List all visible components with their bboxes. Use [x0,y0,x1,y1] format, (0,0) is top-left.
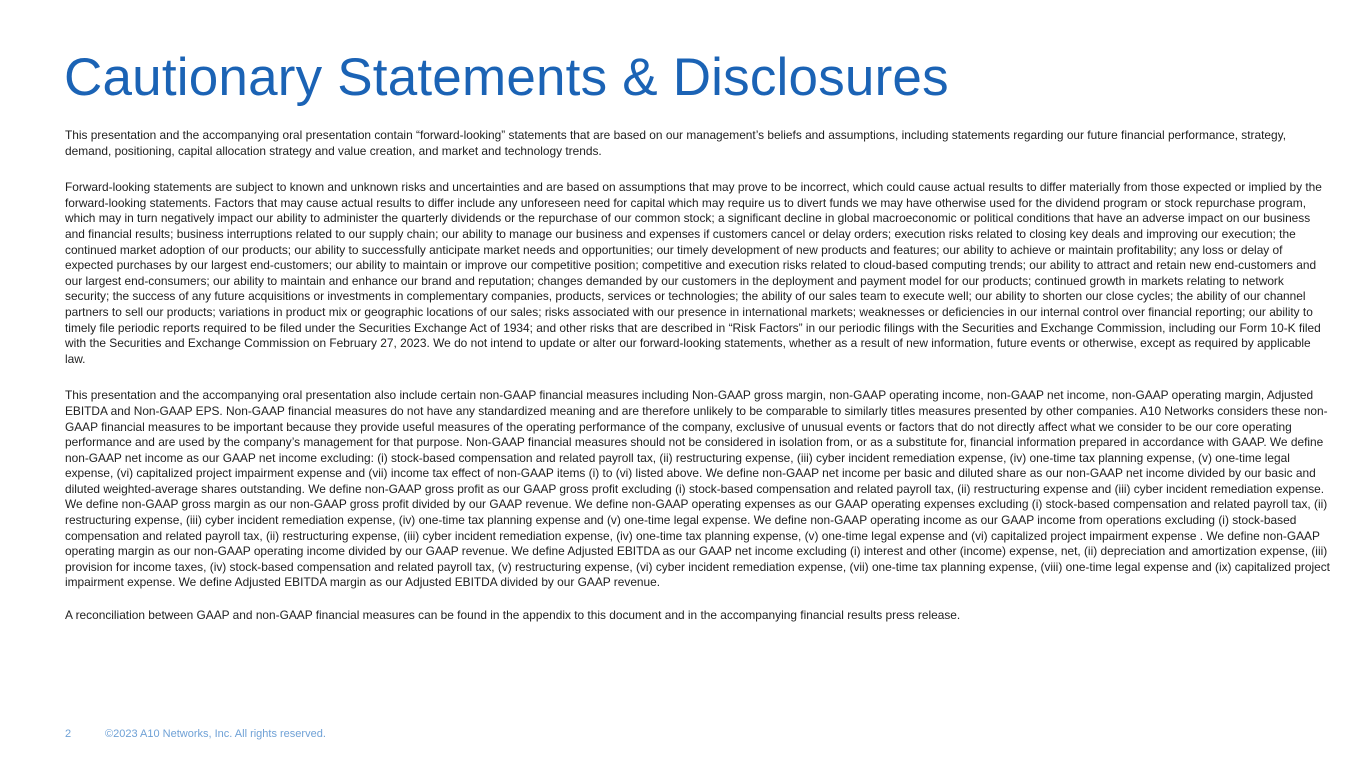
reconciliation-paragraph: A reconciliation between GAAP and non-GAAP financial measures can be found in the appendix to this document and in the accompanying financial results press release. [65,608,961,623]
disclosure-body [65,128,1331,624]
page-title: Cautionary Statements & Disclosures [64,48,949,107]
copyright-notice: ©2023 A10 Networks, Inc. All rights reserved. [105,728,326,740]
forward-looking-intro-paragraph: This presentation and the accompanying oral presentation contain “forward-looking” statements that are based on our management’s beliefs and assumptions, including statements regarding our future financial performance, strategy, demand, positioning, capital allocation strategy and value creation, and market and technology trends. [65,128,1287,158]
forward-looking-risks-paragraph: Forward-looking statements are subject to known and unknown risks and uncertainties and are based on assumptions that may prove to be incorrect, which could cause actual results to differ materially from those expected or implied by the forward-looking statements. Factors that may cause actual results to differ include any unforeseen need for capital which may require us to divert funds we may have otherwise used for the dividend program or stock repurchase program, which may in turn negatively impact our ability to administer the quarterly dividends or the repurchase of our common stock; a significant decline in global macroeconomic or political conditions that have an adverse impact on our business and financial results; business interruptions related to our supply chain; our ability to manage our business and expenses if customers cancel or delay orders; execution risks related to closing key deals and improving our execution; the continued market adoption of our products; our ability to successfully anticipate market needs and opportunities; our timely development of new products and features; our ability to achieve or maintain profitability; any loss or delay of expected purchases by our largest end-customers; our ability to maintain or improve our competitive position; competitive and execution risks related to cloud-based computing trends; our ability to attract and retain new end-customers and our largest end-consumers; our ability to maintain and enhance our brand and reputation; changes demanded by our customers in the deployment and payment model for our products; continued growth in markets relating to network security; the success of any future acquisitions or investments in complementary companies, products, services or technologies; the ability of our sales team to execute well; our ability to shorten our close cycles; the ability of our channel partners to sell our products; variations in product mix or geographic locations of our sales; risks associated with our presence in international markets; weaknesses or deficiencies in our internal control over financial reporting; our ability to timely file periodic reports required to be filed under the Securities Exchange Act of 1934; and other risks that are described in “Risk Factors” in our periodic filings with the Securities and Exchange Commission, including our Form 10-K filed with the Securities and Exchange Commission on February 27, 2023. We do not intend to update or alter our forward-looking statements, whether as a result of new information, future events or otherwise, except as required by applicable law. [65,180,1322,366]
non-gaap-measures-paragraph: This presentation and the accompanying oral presentation also include certain non-GAAP financial measures including Non-GAAP gross margin, non-GAAP operating income, non-GAAP net income, non-GAAP operating margin, Adjusted EBITDA and Non-GAAP EPS. Non-GAAP financial measures do not have any standardized meaning and are therefore unlikely to be comparable to similarly titles measures presented by other companies. A10 Networks considers these non-GAAP financial measures to be important because they provide useful measures of the operating performance of the company, exclusive of unusual events or factors that do not directly affect what we consider to be our core operating performance and are used by the company’s management for that purpose. Non-GAAP financial measures should not be considered in isolation from, or as a substitute for, financial information prepared in accordance with GAAP. We define non-GAAP net income as our GAAP net income excluding: (i) stock-based compensation and related payroll tax, (ii) restructuring expense, (iii) cyber incident remediation expense, (iv) one-time tax planning expense, (v) one-time legal expense, (vi) capitalized project impairment expense and (vii) income tax effect of non-GAAP items (i) to (vi) listed above. We define non-GAAP net income per basic and diluted share as our non-GAAP net income divided by our basic and diluted weighted-average shares outstanding. We define non-GAAP gross profit as our GAAP gross profit excluding (i) stock-based compensation and related payroll tax, (ii) restructuring expense and (iii) cyber incident remediation expense. We define non-GAAP gross margin as our non-GAAP gross profit divided by our GAAP revenue. We define non-GAAP operating expenses as our GAAP operating expenses excluding (i) stock-based compensation and related payroll tax, (ii) restructuring expense, (iii) cyber incident remediation expense, (iv) one-time tax planning expense and (v) one-time legal expense. We define non-GAAP operating income as our GAAP income from operations excluding (i) stock-based compensation and related payroll tax, (ii) restructuring expense, (iii) cyber incident remediation expense, (iv) one-time tax planning expense, (v) one-time legal expense and (vi) capitalized project impairment expense . We define non-GAAP operating margin as our non-GAAP operating income divided by our GAAP revenue. We define Adjusted EBITDA as our GAAP net income excluding (i) interest and other (income) expense, net, (ii) depreciation and amortization expense, (iii) provision for income taxes, (iv) stock-based compensation and related payroll tax, (v) restructuring expense, (vi) cyber incident remediation expense, (vii) one-time tax planning expense, (viii) one-time legal expense and (ix) capitalized project impairment expense. We define Adjusted EBITDA margin as our Adjusted EBITDA divided by our GAAP revenue. [65,388,1330,590]
page-number: 2 [65,728,72,740]
footer [65,728,326,740]
